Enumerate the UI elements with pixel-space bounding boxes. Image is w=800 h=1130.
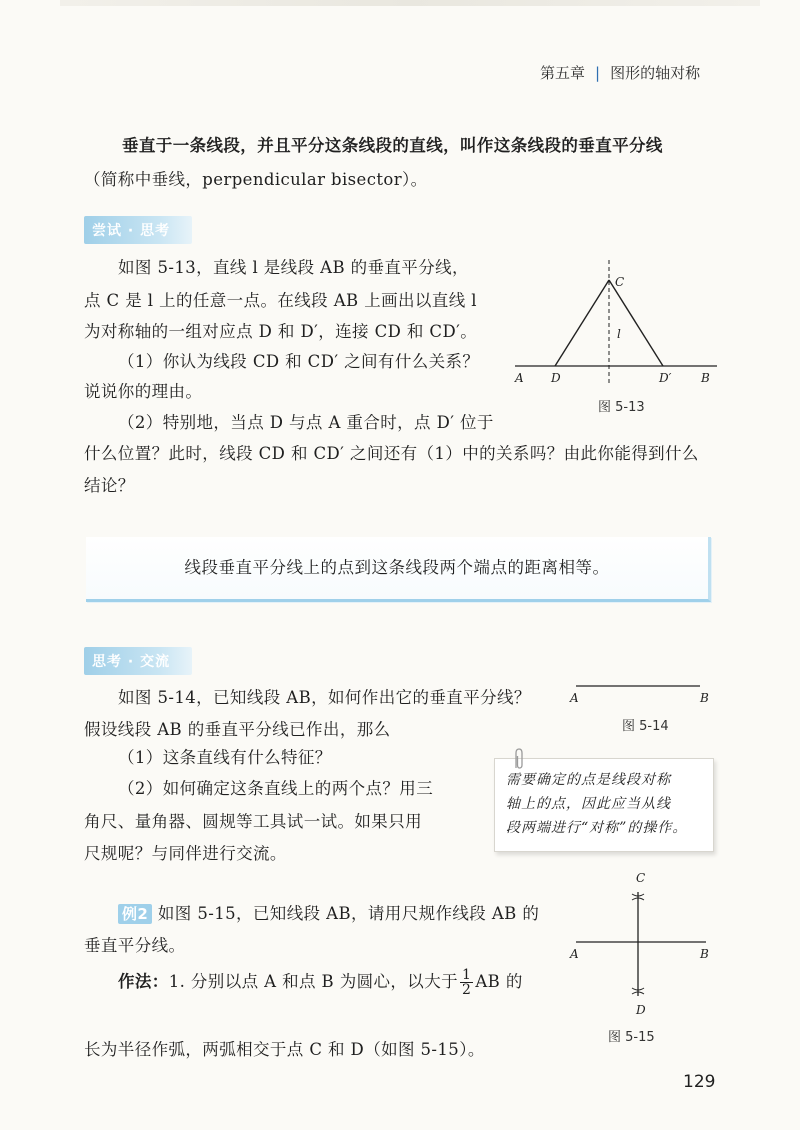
fig15-label-b: B [700,947,709,961]
s2-line-5: 角尺、量角器、圆规等工具试一试。如果只用 [84,812,422,831]
section-tag-think-discuss: 思考 · 交流 [84,647,192,675]
page-number: 129 [683,1072,716,1092]
s1-line-5: 说说你的理由。 [84,382,203,401]
note-line-3: 段两端进行“对称”的操作。 [506,820,688,836]
running-header [540,62,700,83]
fig14-label-a: A [570,691,579,705]
example-line-1 [118,902,539,926]
definition-line-2: （简称中垂线，perpendicular bisector）。 [84,170,428,189]
fig13-label-dprime: D′ [659,371,672,385]
fig15-label-d: D [636,1003,646,1017]
example-line-1-text: 如图 5-15，已知线段 AB，请用尺规作线段 AB 的 [152,904,540,923]
s1-line-8: 结论？ [84,476,135,495]
figure-5-14-caption: 图 5-14 [622,719,669,734]
method-label: 作法： [118,972,169,991]
fig13-segment-cdprime [609,280,663,366]
example-line-4: 长为半径作弧，两弧相交于点 C 和 D（如图 5-15）。 [84,1040,485,1059]
s1-line-4: （1）你认为线段 CD 和 CD′ 之间有什么关系？ [118,352,480,371]
s2-line-3: （1）这条直线有什么特征？ [118,748,332,767]
fraction-denominator: 2 [462,982,472,998]
s1-line-2: 点 C 是 l 上的任意一点。在线段 AB 上画出以直线 l [84,291,477,310]
fig14-label-b: B [700,691,709,705]
s1-line-7: 什么位置？此时，线段 CD 和 CD′ 之间还有（1）中的关系吗？由此你能得到什么 [84,444,699,463]
example-method-line [118,968,523,997]
figure-5-15 [566,866,716,1026]
s2-line-2: 假设线段 AB 的垂直平分线已作出，那么 [84,720,391,739]
section-tag-try-think: 尝试 · 思考 [84,216,192,244]
figure-5-13-caption: 图 5-13 [598,400,645,415]
fig13-segment-cd [555,280,609,366]
fig13-label-c: C [615,275,625,289]
definition-line-1: 垂直于一条线段，并且平分这条线段的直线，叫作这条线段的垂直平分线 [122,136,663,155]
theorem-box: 线段垂直平分线上的点到这条线段两个端点的距离相等。 [86,537,711,602]
s1-line-3: 为对称轴的一组对应点 D 和 D′，连接 CD 和 CD′。 [84,322,478,341]
figure-5-15-caption: 图 5-15 [608,1030,655,1045]
fraction-numerator: 1 [462,967,472,983]
chapter-title: 图形的轴对称 [610,64,701,82]
fig13-label-a: A [515,371,524,385]
note-line-1: 需要确定的点是线段对称 [506,772,671,788]
fraction-one-half [460,968,473,997]
fig13-label-l: l [617,327,621,341]
margin-note-text [506,768,706,840]
figure-5-13 [505,258,725,388]
fig13-label-d: D [551,371,561,385]
note-line-2: 轴上的点，因此应当从线 [506,796,671,812]
s2-line-4: （2）如何确定这条直线上的两个点？用三 [118,779,434,798]
s1-line-6: （2）特别地，当点 D 与点 A 重合时，点 D′ 位于 [118,413,494,432]
fig15-label-c: C [636,871,646,885]
s2-line-6: 尺规呢？与同伴进行交流。 [84,844,287,863]
top-edge-strip [60,0,760,6]
header-separator: | [595,64,601,82]
example-line-2: 垂直平分线。 [84,936,186,955]
method-text-a: 1. 分别以点 A 和点 B 为圆心，以大于 [168,972,459,991]
chapter-label: 第五章 [540,64,586,82]
fig13-label-b: B [701,371,710,385]
s1-line-1: 如图 5-13，直线 l 是线段 AB 的垂直平分线， [118,258,469,277]
example-tag: 例2 [118,904,152,924]
s2-line-1: 如图 5-14，已知线段 AB，如何作出它的垂直平分线？ [118,688,531,707]
fig15-label-a: A [570,947,579,961]
figure-5-14 [566,676,716,706]
method-text-b: AB 的 [475,972,523,991]
